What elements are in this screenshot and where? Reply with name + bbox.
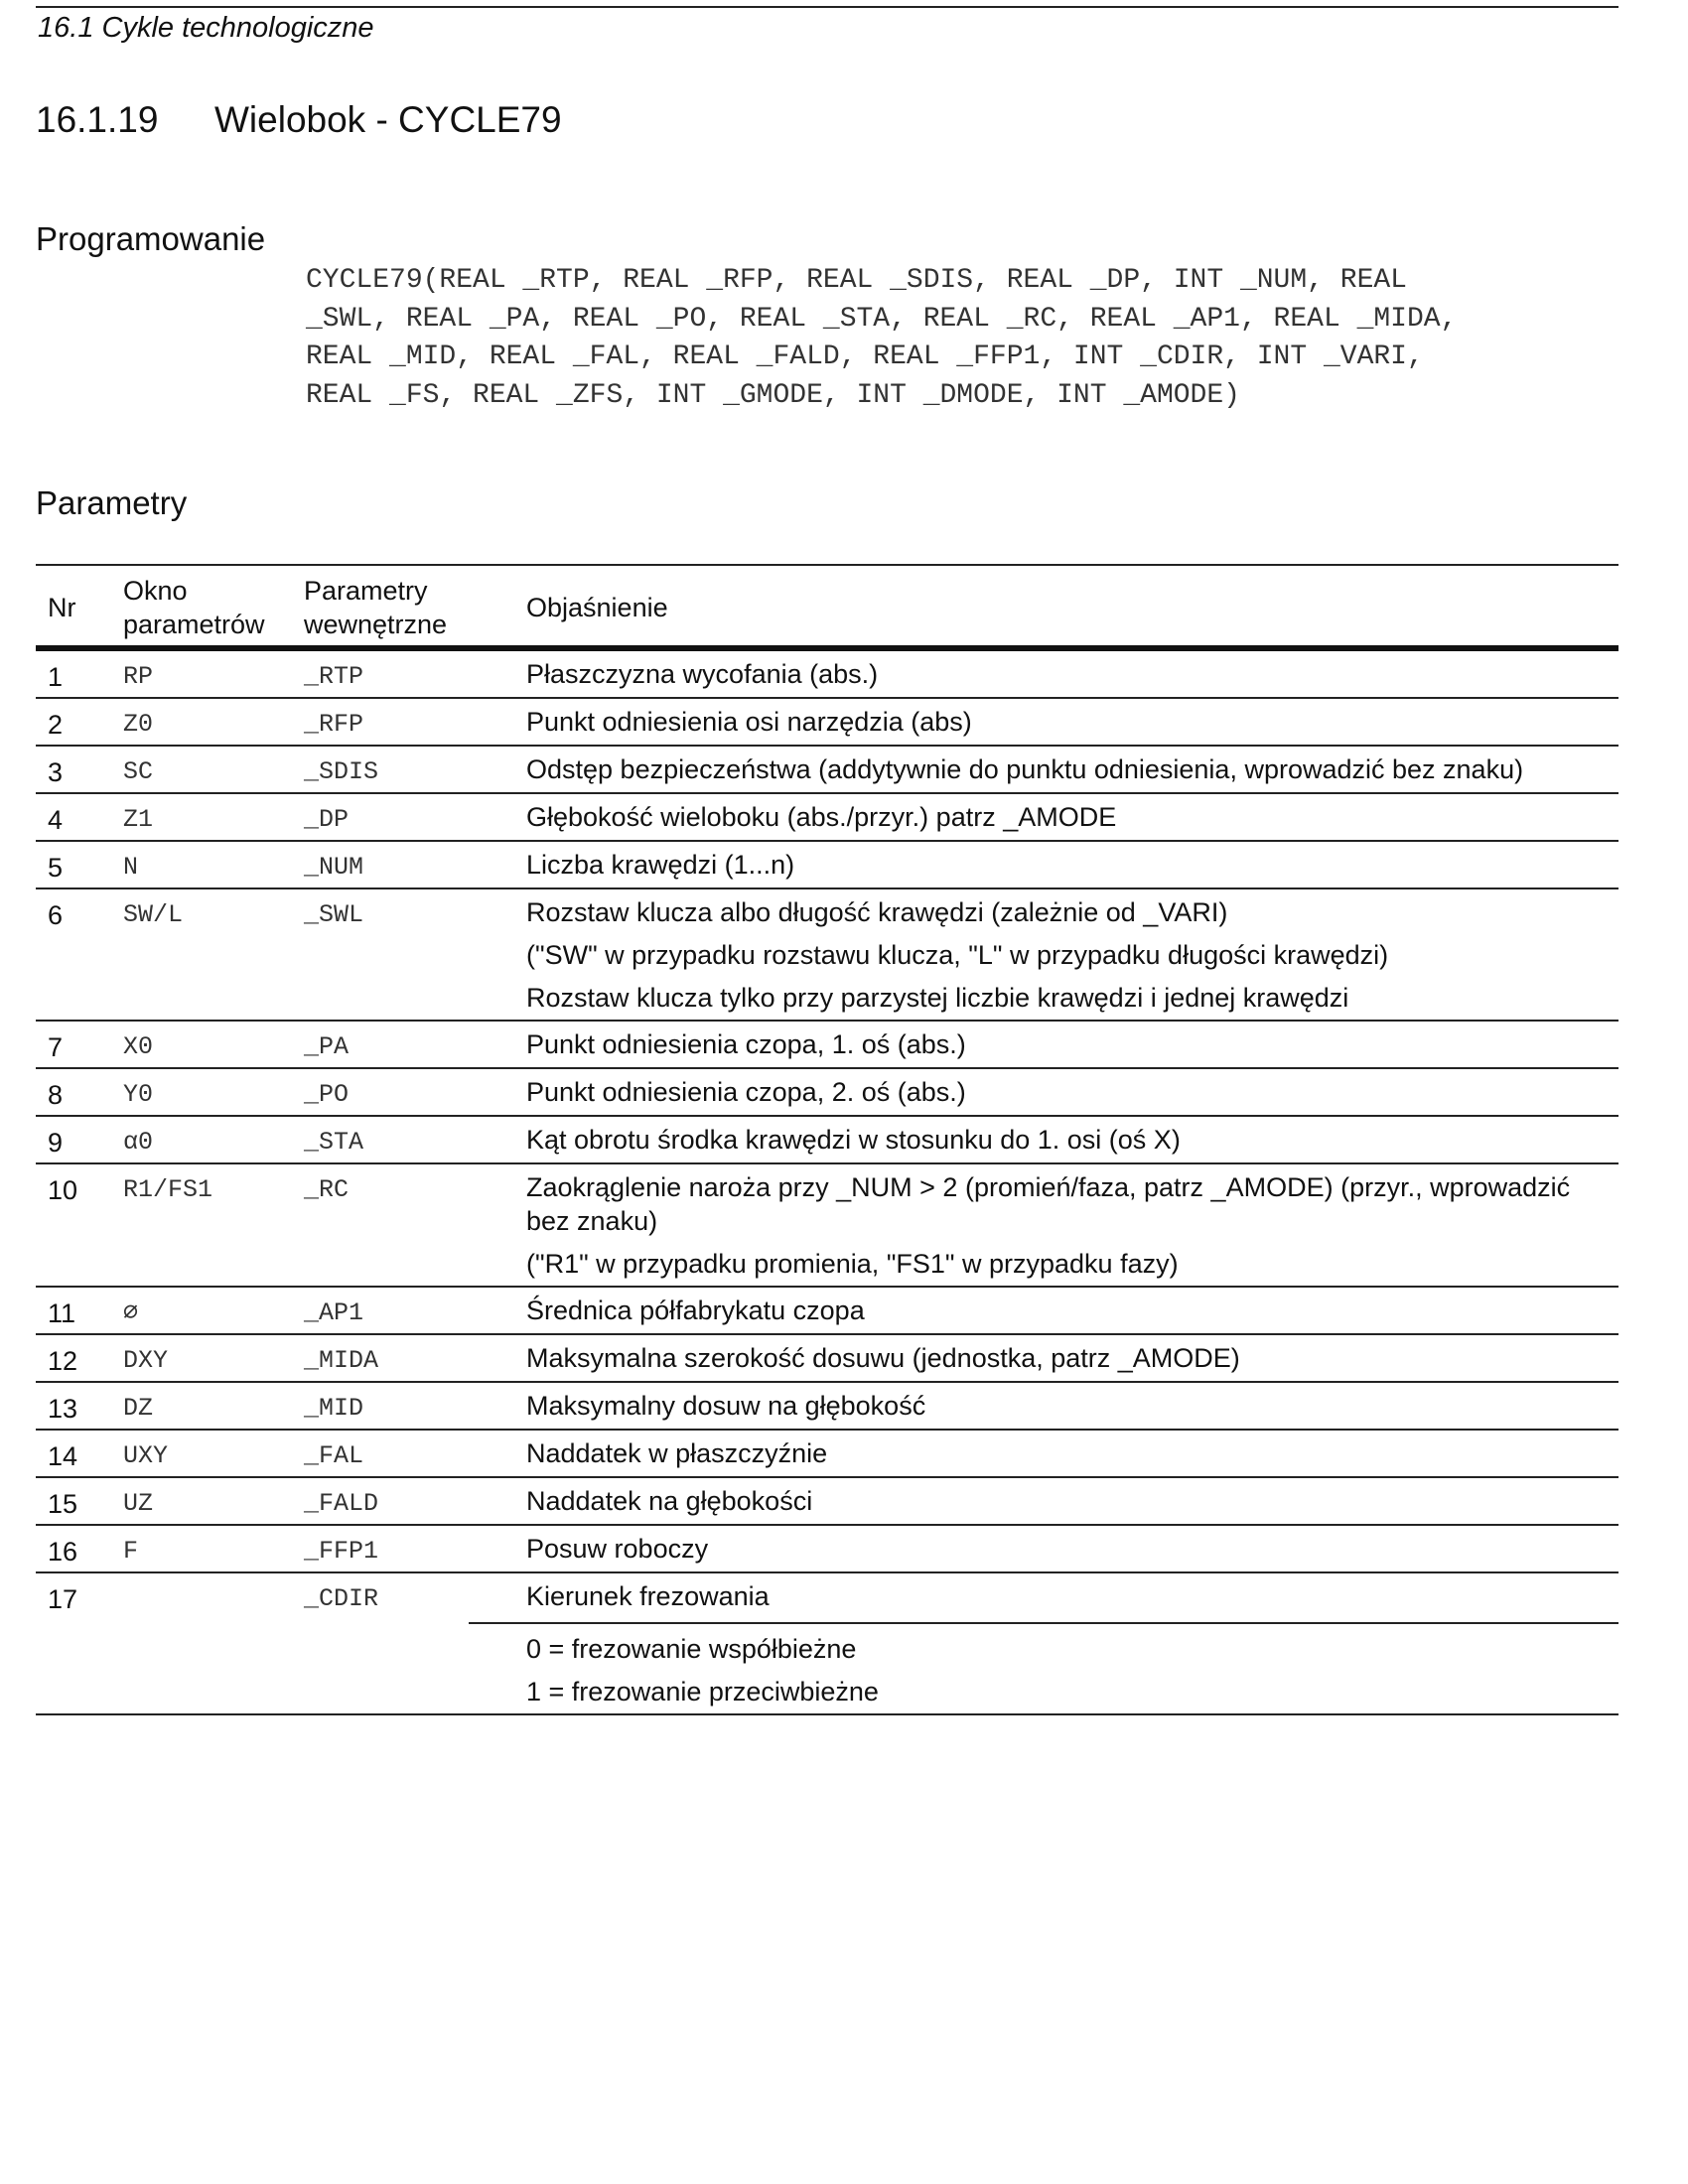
param-explanation-line: 1 = frezowanie przeciwbieżne [526, 1677, 879, 1706]
param-nr: 14 [36, 1430, 123, 1477]
param-internal-name: _RTP [304, 648, 526, 698]
param-explanation-line: Punkt odniesienia czopa, 2. oś (abs.) [526, 1077, 966, 1107]
param-explanation [526, 1477, 1618, 1525]
param-window-name: DXY [123, 1334, 304, 1382]
param-nr: 12 [36, 1334, 123, 1382]
signature-line: _SWL, REAL _PA, REAL _PO, REAL _STA, REAL _RC, REAL _AP1, REAL _MIDA, [306, 303, 1458, 335]
signature-line: CYCLE79(REAL _RTP, REAL _RFP, REAL _SDIS, REAL _DP, INT _NUM, REAL [306, 265, 1407, 296]
column-header-okno [123, 565, 304, 648]
param-explanation [526, 698, 1618, 746]
param-internal-name: _STA [304, 1116, 526, 1163]
param-explanation-line: Rozstaw klucza albo długość krawędzi (zależnie od _VARI) [526, 897, 1228, 927]
param-nr: 2 [36, 698, 123, 746]
param-internal-name: _FAL [304, 1430, 526, 1477]
param-explanation-line: Kierunek frezowania [526, 1581, 770, 1611]
table-row [36, 1021, 1618, 1068]
param-explanation-line: Płaszczyzna wycofania (abs.) [526, 659, 879, 689]
function-signature [306, 262, 1626, 415]
param-window-name: Z1 [123, 793, 304, 841]
column-header-wewnetrzne [304, 565, 526, 648]
parameters-heading: Parametry [36, 484, 188, 521]
param-nr: 4 [36, 793, 123, 841]
param-explanation-line: ("SW" w przypadku rozstawu klucza, "L" w przypadku długości krawędzi) [526, 940, 1389, 970]
param-nr: 8 [36, 1068, 123, 1116]
signature-line: REAL _MID, REAL _FAL, REAL _FALD, REAL _FFP1, INT _CDIR, INT _VARI, [306, 341, 1424, 372]
table-row [36, 1116, 1618, 1163]
param-window-name: SC [123, 746, 304, 793]
param-explanation [526, 1430, 1618, 1477]
param-internal-name: _DP [304, 793, 526, 841]
param-explanation-line: Kąt obrotu środka krawędzi w stosunku do 1. osi (oś X) [526, 1125, 1181, 1155]
param-explanation-line: Zaokrąglenie naroża przy _NUM > 2 (promień/faza, patrz _AMODE) (przyr., wprowadzić bez znaku) [526, 1172, 1571, 1236]
param-nr: 5 [36, 841, 123, 888]
param-window-name: UZ [123, 1477, 304, 1525]
table-header-row [36, 565, 1618, 648]
table-row [36, 746, 1618, 793]
column-header-wewnetrzne-line: wewnętrzne [304, 610, 448, 639]
section-heading [36, 99, 562, 141]
table-row [36, 1287, 1618, 1334]
param-nr: 9 [36, 1116, 123, 1163]
param-explanation [526, 1021, 1618, 1068]
param-nr: 3 [36, 746, 123, 793]
param-nr: 13 [36, 1382, 123, 1430]
param-explanation-line: 0 = frezowanie współbieżne [469, 1622, 1618, 1671]
param-explanation-line: Maksymalna szerokość dosuwu (jednostka, patrz _AMODE) [526, 1343, 1240, 1373]
param-nr: 11 [36, 1287, 123, 1334]
section-title: Wielobok - CYCLE79 [214, 99, 562, 140]
param-explanation-line: ("R1" w przypadku promienia, "FS1" w przypadku fazy) [526, 1249, 1179, 1279]
table-row [36, 1334, 1618, 1382]
param-explanation-line: Odstęp bezpieczeństwa (addytywnie do punktu odniesienia, wprowadzić bez znaku) [526, 754, 1524, 784]
header-rule [36, 6, 1618, 8]
param-explanation-line: Naddatek w płaszczyźnie [526, 1438, 828, 1468]
table-row [36, 1382, 1618, 1430]
table-row [36, 1163, 1618, 1287]
table-row [36, 698, 1618, 746]
param-window-name: DZ [123, 1382, 304, 1430]
param-explanation-line: Posuw roboczy [526, 1534, 709, 1564]
param-internal-name: _FALD [304, 1477, 526, 1525]
programming-heading: Programowanie [36, 220, 266, 257]
param-internal-name: _RFP [304, 698, 526, 746]
param-window-name: ∅ [123, 1287, 304, 1334]
param-window-name: UXY [123, 1430, 304, 1477]
param-window-name: N [123, 841, 304, 888]
param-explanation [526, 1334, 1618, 1382]
param-explanation [526, 1572, 1618, 1714]
param-explanation [526, 1287, 1618, 1334]
table-row [36, 1430, 1618, 1477]
param-internal-name: _SDIS [304, 746, 526, 793]
param-explanation [526, 1116, 1618, 1163]
param-explanation-line: Punkt odniesienia czopa, 1. oś (abs.) [526, 1029, 966, 1059]
param-internal-name: _AP1 [304, 1287, 526, 1334]
param-explanation [526, 793, 1618, 841]
column-header-objasnienie: Objaśnienie [526, 565, 1618, 648]
table-row [36, 888, 1618, 1021]
column-header-wewnetrzne-line: Parametry [304, 576, 428, 606]
param-internal-name: _PO [304, 1068, 526, 1116]
param-window-name [123, 1572, 304, 1714]
param-nr: 7 [36, 1021, 123, 1068]
signature-line: REAL _FS, REAL _ZFS, INT _GMODE, INT _DMODE, INT _AMODE) [306, 379, 1240, 411]
table-row [36, 648, 1618, 698]
param-explanation [526, 1382, 1618, 1430]
parameters-table [36, 564, 1618, 1715]
param-explanation-line: Punkt odniesienia osi narzędzia (abs) [526, 707, 972, 737]
param-internal-name: _FFP1 [304, 1525, 526, 1572]
param-explanation-line: Rozstaw klucza tylko przy parzystej liczbie krawędzi i jednej krawędzi [526, 983, 1349, 1013]
param-explanation-line: Średnica półfabrykatu czopa [526, 1296, 865, 1325]
param-window-name: R1/FS1 [123, 1163, 304, 1287]
param-explanation-line: Maksymalny dosuw na głębokość [526, 1391, 926, 1421]
param-internal-name: _RC [304, 1163, 526, 1287]
param-window-name: F [123, 1525, 304, 1572]
param-internal-name: _PA [304, 1021, 526, 1068]
param-internal-name: _SWL [304, 888, 526, 1021]
table-row [36, 1572, 1618, 1714]
table-row [36, 1525, 1618, 1572]
param-nr: 16 [36, 1525, 123, 1572]
param-nr: 10 [36, 1163, 123, 1287]
param-window-name: RP [123, 648, 304, 698]
param-explanation-line: Liczba krawędzi (1...n) [526, 850, 795, 880]
table-row [36, 841, 1618, 888]
param-nr: 1 [36, 648, 123, 698]
param-internal-name: _CDIR [304, 1572, 526, 1714]
param-explanation [526, 746, 1618, 793]
param-window-name: α0 [123, 1116, 304, 1163]
param-internal-name: _MIDA [304, 1334, 526, 1382]
param-explanation-line: Głębokość wieloboku (abs./przyr.) patrz _AMODE [526, 802, 1117, 832]
param-window-name: X0 [123, 1021, 304, 1068]
column-header-okno-line: parametrów [123, 610, 265, 639]
param-internal-name: _MID [304, 1382, 526, 1430]
param-explanation [526, 841, 1618, 888]
running-header: 16.1 Cykle technologiczne [38, 12, 374, 44]
table-row [36, 1068, 1618, 1116]
param-explanation [526, 1525, 1618, 1572]
param-window-name: Y0 [123, 1068, 304, 1116]
param-explanation [526, 1068, 1618, 1116]
parameters-table-body [36, 648, 1618, 1714]
param-internal-name: _NUM [304, 841, 526, 888]
table-row [36, 793, 1618, 841]
param-nr: 6 [36, 888, 123, 1021]
param-nr: 15 [36, 1477, 123, 1525]
param-explanation [526, 888, 1618, 1021]
param-explanation [526, 1163, 1618, 1287]
param-window-name: Z0 [123, 698, 304, 746]
param-explanation-line: Naddatek na głębokości [526, 1486, 813, 1516]
column-header-okno-line: Okno [123, 576, 188, 606]
table-row [36, 1477, 1618, 1525]
section-number: 16.1.19 [36, 99, 159, 140]
param-window-name: SW/L [123, 888, 304, 1021]
column-header-nr: Nr [36, 565, 123, 648]
param-explanation [526, 648, 1618, 698]
param-nr: 17 [36, 1572, 123, 1714]
